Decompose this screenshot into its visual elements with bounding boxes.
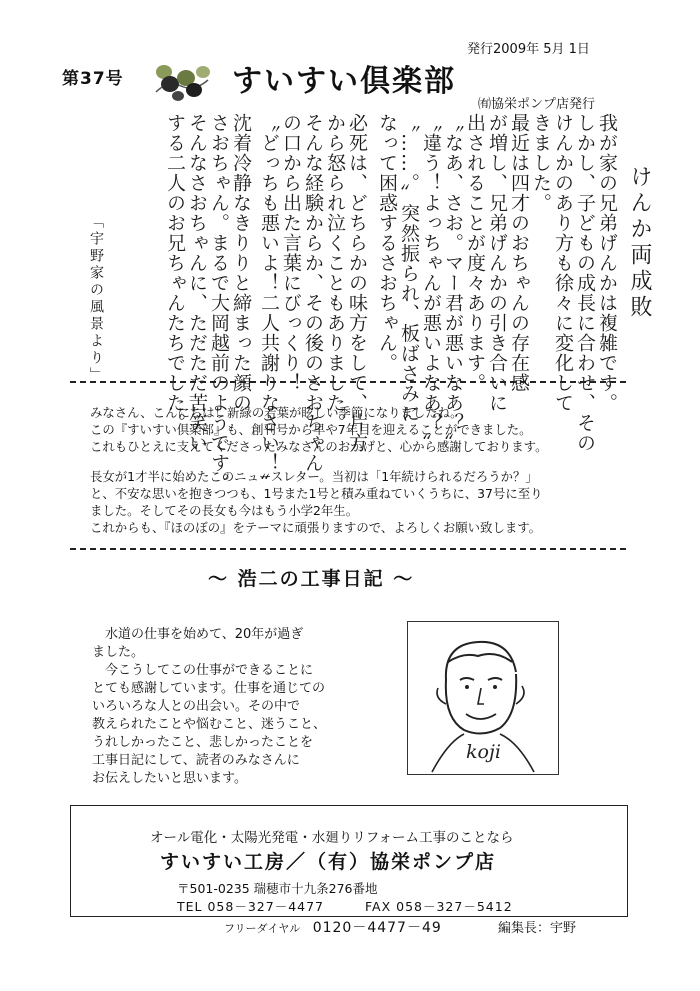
essay-column: 〝どっちも悪いよ！二人共謝りなさい！〟 — [258, 113, 280, 493]
diary-line: ました。 — [92, 645, 145, 660]
publish-date: 発行2009年 5月 1日 — [467, 42, 590, 57]
greeting-paragraph-1 — [90, 404, 547, 455]
essay-column: きました。 — [530, 113, 552, 213]
company-name: すいすい工房／（有）協栄ポンプ店 — [160, 851, 497, 873]
address: 〒501-0235 瑞穂市十九条276番地 — [177, 881, 378, 896]
essay-column: そんなさおちゃんに、ただただ苦笑い — [186, 113, 208, 453]
greeting-line: みなさん、こんにちは！新緑の若葉が眩しい季節になりましたね。 — [90, 405, 463, 420]
essay-column: 〝なあ、さお。マー君が悪いなあ？〟 — [442, 113, 464, 453]
diary-line: とても感謝しています。仕事を通じての — [92, 681, 325, 696]
diary-line: 教えられたことや悩むこと、迷うこと、 — [92, 717, 327, 732]
tel-number: TEL 058－327－4477 — [177, 899, 324, 914]
essay-column: 〝……。〟突然振られ、板ばさみに — [398, 113, 420, 424]
essay-column: しかし、子どもの成長に合わせ、その — [574, 113, 596, 453]
freedial-label: フリーダイヤル — [224, 922, 301, 935]
essay-column: 〝違う！よっちゃんが悪いよなあ？〟 — [420, 113, 442, 453]
diary-line: 水道の仕事を始めて、20年が過ぎ — [105, 627, 304, 642]
diary-line: 工事日記にして、読者のみなさんに — [92, 753, 300, 768]
diary-line: うれしかったこと、悲しかったことを — [92, 735, 314, 750]
greeting-paragraph-2 — [90, 468, 543, 536]
issue-number: 第37号 — [62, 69, 124, 89]
greeting-line: ました。そしてその長女も今はもう小学2年生。 — [90, 503, 359, 518]
diary-title: ～ 浩二の工事日記 ～ — [208, 568, 415, 590]
essay-column: 沈着冷静なきりりと締まった顔の — [230, 113, 252, 413]
essay-column: の口から出た言葉にびっくり！ — [280, 113, 302, 393]
diary-line: お伝えしたいと思います。 — [92, 771, 247, 786]
essay-column: から怒られ泣くこともありました。 — [324, 113, 346, 433]
diary-line: いろいろな人との出会い。その中で — [92, 699, 301, 714]
freedial — [220, 917, 446, 937]
essay-column: なって困惑するさおちゃん。 — [376, 113, 398, 373]
essay-column: そんな経験からか、その後のさおちゃん — [302, 113, 324, 473]
freedial-number: 0120－4477－49 — [312, 920, 442, 936]
greeting-line: と、不安な思いを抱きつつも、1号また1号と積み重ねていくうちに、37号に至り — [90, 486, 543, 501]
publisher: ㈲協栄ポンプ店発行 — [478, 97, 596, 112]
contact-numbers — [177, 897, 513, 915]
services-tagline: オール電化・太陽光発電・水廻りリフォーム工事のことなら — [150, 830, 514, 846]
essay-column: 我が家の兄弟げんかは複雑です。 — [596, 113, 618, 413]
greeting-line: 長女が1才半に始めたこのニュースレター。当初は「1年続けられるだろうか？」 — [90, 469, 538, 484]
portrait-signature: koji — [466, 741, 501, 763]
greeting-line: これもひとえに支えてくださったみなさんのおかげと、心から感謝しております。 — [90, 439, 548, 454]
essay-caption: 「宇野家の風景より」 — [88, 214, 104, 384]
essay-column: さおちゃん。まるで大岡越前のようです。 — [208, 113, 230, 493]
clover-logo-icon — [148, 50, 214, 106]
fax-number: FAX 058－327－5412 — [364, 899, 513, 914]
essay-column: 出されることが度々あります。 — [464, 113, 486, 393]
author-portrait — [407, 621, 559, 775]
essay-title: けんか両成敗 — [627, 165, 652, 321]
newsletter-title: すいすい倶楽部 — [232, 64, 456, 99]
essay-column: けんかのあり方も徐々に変化して — [552, 113, 574, 413]
diary-body — [92, 626, 326, 788]
diary-line: 今こうしてこの仕事ができることに — [105, 663, 314, 678]
greeting-line: これからも、『ほのぼの』をテーマに頑張りますので、よろしくお願い致します。 — [90, 520, 542, 535]
divider — [70, 548, 626, 550]
editor-credit: 編集長：宇野 — [494, 917, 580, 936]
greeting-line: この『すいすい倶楽部』も、創刊号から早や7年目を迎えることができました。 — [90, 422, 532, 437]
essay-column: 最近は四才のおちゃんの存在感 — [508, 113, 530, 393]
essay-column: する二人のお兄ちゃんたちでした。 — [164, 113, 186, 433]
essay-column: 必死は、どちらかの味方をして、片方 — [346, 113, 368, 453]
divider — [70, 381, 626, 383]
essay-column: が増し、兄弟げんかの引き合いに — [486, 113, 508, 413]
